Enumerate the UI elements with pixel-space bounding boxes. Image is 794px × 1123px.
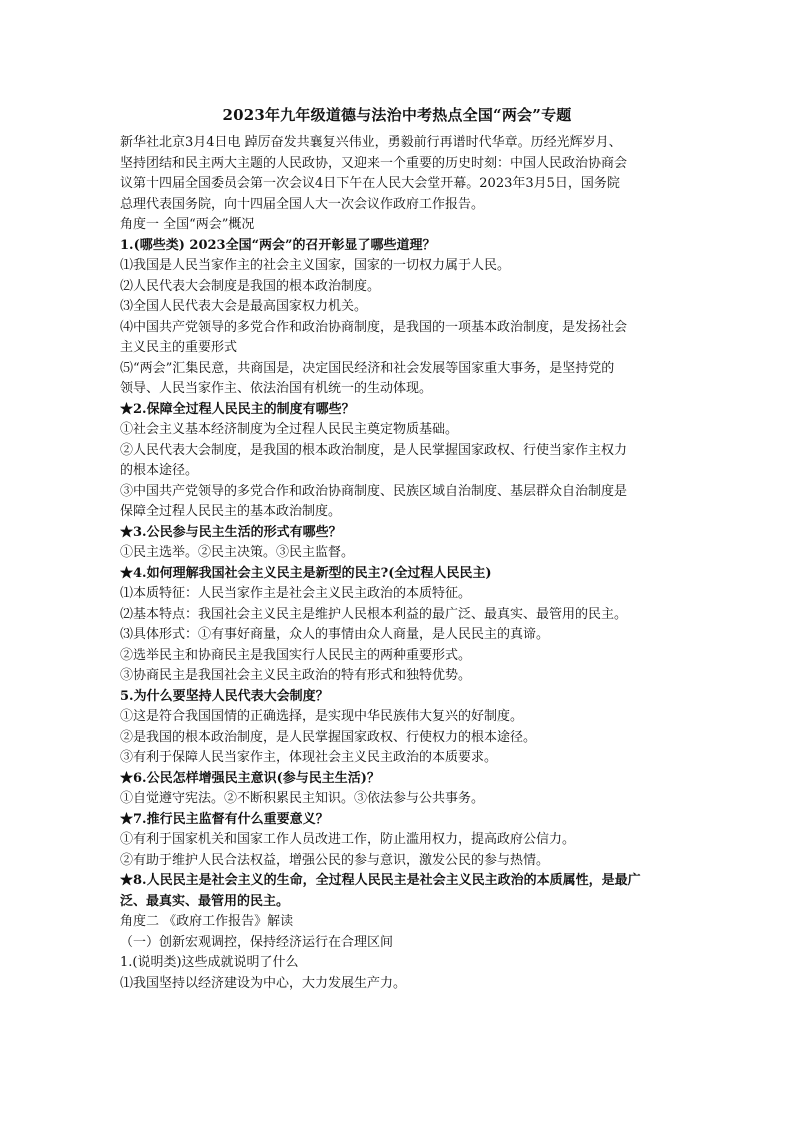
body-line: 总理代表国务院，向十四届全国人大一次会议作政府工作报告。 xyxy=(120,196,485,212)
body-line: 主义民主的重要形式 xyxy=(120,340,238,355)
body-line: ★4.如何理解我国社会主义民主是新型的民主?(全过程人民民主) xyxy=(120,565,492,581)
body-line: ①这是符合我国国情的正确选择，是实现中华民族伟大复兴的好制度。 xyxy=(120,709,524,724)
body-line: 泛、最真实、最管用的民主。 xyxy=(120,893,290,909)
body-line: 新华社北京3月4日电 踔厉奋发共襄复兴伟业，勇毅前行再谱时代华章。历经光辉岁月、 xyxy=(120,135,622,150)
body-line: ①社会主义基本经济制度为全过程人民民主奠定物质基础。 xyxy=(120,422,459,437)
body-line: （一）创新宏观调控，保持经济运行在合理区间 xyxy=(120,934,394,950)
body-line: ②有助于维护人民合法权益，增强公民的参与意识，激发公民的参与热情。 xyxy=(120,852,550,868)
body-line: 议第十四届全国委员会第一次会议4日下午在人民大会堂开幕。2023年3月5日，国务院 xyxy=(120,176,620,191)
body-line: ⑴我国是人民当家作主的社会主义国家，国家的一切权力属于人民。 xyxy=(120,258,511,273)
body-line: ③协商民主是我国社会主义民主政治的特有形式和独特优势。 xyxy=(120,668,472,683)
body-line: ③有利于保障人民当家作主，体现社会主义民主政治的本质要求。 xyxy=(120,750,498,765)
body-line: ③中国共产党领导的多党合作和政治协商制度、民族区域自治制度、基层群众自治制度是 xyxy=(120,483,628,499)
body-line: ①有利于国家机关和国家工作人员改进工作，防止滥用权力，提高政府公信力。 xyxy=(120,832,576,847)
body-line: ★8.人民民主是社会主义的生命，全过程人民民主是社会主义民主政治的本质属性，是最广 xyxy=(120,873,641,888)
body-line: ②人民代表大会制度，是我国的根本政治制度，是人民掌握国家政权、行使当家作主权力 xyxy=(120,442,628,458)
body-line: ⑶具体形式：①有事好商量，众人的事情由众人商量，是人民民主的真谛。 xyxy=(120,627,550,642)
body-line: 1.(说明类)这些成就说明了什么 xyxy=(120,955,299,970)
body-line: 领导、人民当家作主、依法治国有机统一的生动体现。 xyxy=(120,381,433,396)
body-line: ★6.公民怎样增强民主意识(参与民主生活)？ xyxy=(120,770,380,786)
body-line: 1.(哪些类) 2023全国“两会”的召开彰显了哪些道理？ xyxy=(120,237,436,253)
body-line: 坚持团结和民主两大主题的人民政协，又迎来一个重要的历史时刻：中国人民政治协商会 xyxy=(120,155,628,171)
body-line: ⑷中国共产党领导的多党合作和政治协商制度，是我国的一项基本政治制度，是发扬社会 xyxy=(120,319,628,335)
body-line: ①民主选举。②民主决策。③民主监督。 xyxy=(120,545,355,560)
body-line: ★2.保障全过程人民民主的制度有哪些？ xyxy=(120,401,355,417)
document-title: 2023年九年级道德与法治中考热点全国“两会”专题 xyxy=(222,106,572,124)
body-line: ★7.推行民主监督有什么重要意义？ xyxy=(120,811,329,827)
body-line: ⑵人民代表大会制度是我国的根本政治制度。 xyxy=(120,278,381,294)
body-line: ⑶全国人民代表大会是最高国家权力机关。 xyxy=(120,299,368,314)
body-line: ⑴我国坚持以经济建设为中心，大力发展生产力。 xyxy=(120,975,407,991)
body-line: 角度一 全国“两会”概况 xyxy=(120,217,255,232)
document-body xyxy=(120,133,680,994)
body-line: 的根本途径。 xyxy=(120,463,199,478)
body-line: 保障全过程人民民主的基本政治制度。 xyxy=(120,504,342,519)
body-line: ⑸“两会”汇集民意，共商国是，决定国民经济和社会发展等国家重大事务，是坚持党的 xyxy=(120,360,615,376)
body-line: ①自觉遵守宪法。②不断积累民主知识。③依法参与公共事务。 xyxy=(120,791,485,806)
body-line: ②是我国的根本政治制度，是人民掌握国家政权、行使权力的根本途径。 xyxy=(120,729,537,745)
body-line: ⑵基本特点：我国社会主义民主是维护人民根本利益的最广泛、最真实、最管用的民主。 xyxy=(120,606,628,622)
body-line: 5.为什么要坚持人民代表大会制度？ xyxy=(120,688,329,704)
body-line: ★3.公民参与民主生活的形式有哪些？ xyxy=(120,524,342,540)
body-line: 角度二 《政府工作报告》解读 xyxy=(120,914,294,929)
body-line: ②选举民主和协商民主是我国实行人民民主的两种重要形式。 xyxy=(120,647,472,663)
body-line: ⑴本质特征：人民当家作主是社会主义民主政治的本质特征。 xyxy=(120,586,472,601)
